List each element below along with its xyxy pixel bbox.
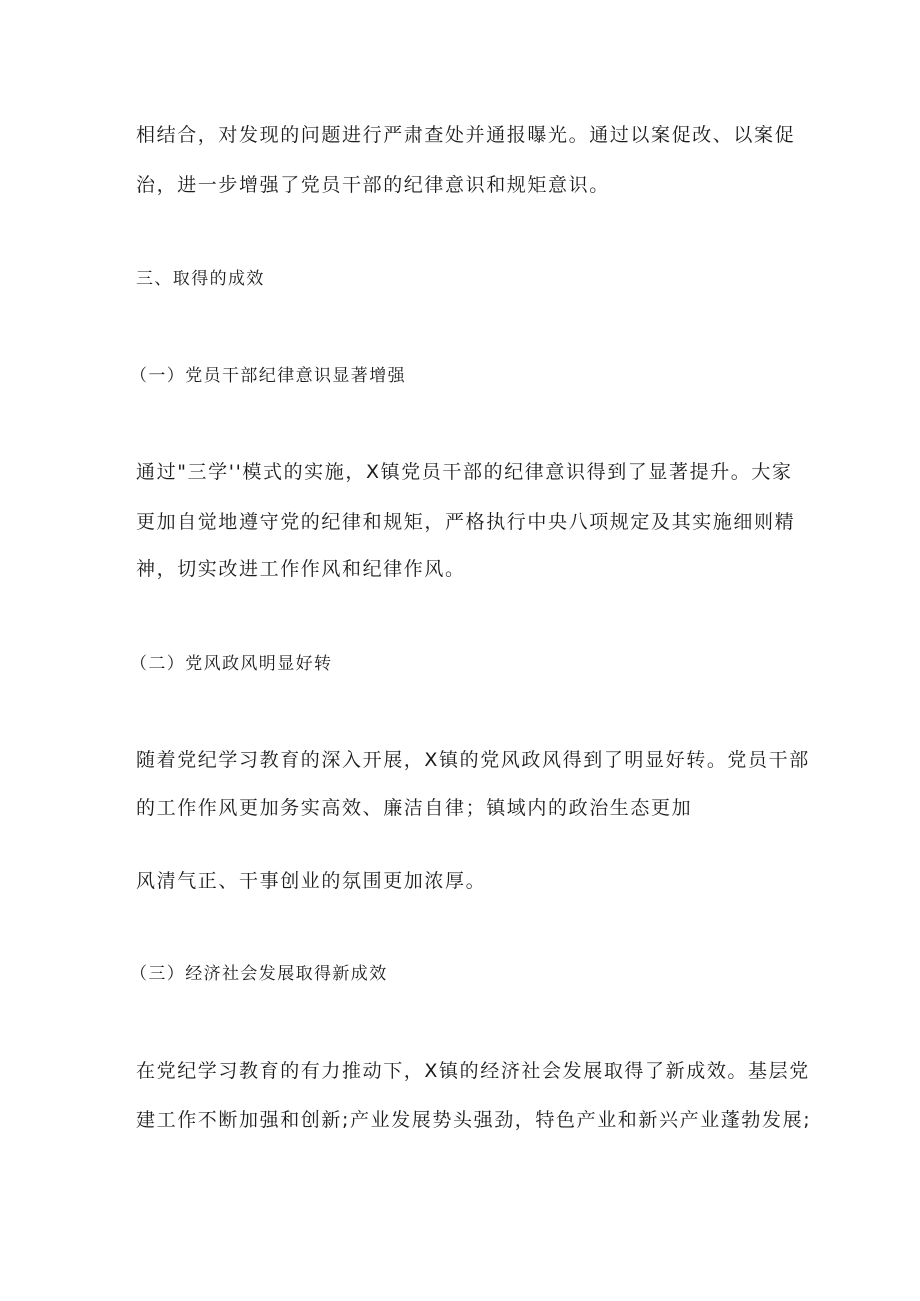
subsection-heading-1: （一）党员干部纪律意识显著增强 [130,366,406,386]
sub1-line-2: 更加自觉地遵守党的纪律和规矩，严格执行中央八项规定及其实施细则精 [136,511,796,533]
sub1-line-1: 通过"三学''模式的实施，X镇党员干部的纪律意识得到了显著提升。大家 [136,461,793,483]
sub2-line-1: 随着党纪学习教育的深入开展，X镇的党风政风得到了明显好转。党员干部 [136,749,810,771]
sub2-line-3: 风清气正、干事创业的氛围更加浓厚。 [136,870,487,892]
sub1-line-3: 神，切实改进工作作风和纪律作风。 [136,558,466,580]
sub3-line-2: 建工作不断加强和创新;产业发展势头强劲，特色产业和新兴产业蓬勃发展; [136,1109,812,1131]
section-title: 三、取得的成效 [136,269,265,289]
intro-line-1: 相结合，对发现的问题进行严肃查处并通报曝光。通过以案促改、以案促 [136,124,796,146]
sub3-line-1: 在党纪学习教育的有力推动下，X镇的经济社会发展取得了新成效。基层党 [136,1060,810,1082]
subsection-heading-3: （三）经济社会发展取得新成效 [130,964,388,984]
intro-line-2: 治，进一步增强了党员干部的纪律意识和规矩意识。 [136,174,610,196]
subsection-heading-2: （二）党风政风明显好转 [130,654,333,674]
sub2-line-2: 的工作作风更加务实高效、廉洁自律；镇域内的政治生态更加 [136,797,693,819]
